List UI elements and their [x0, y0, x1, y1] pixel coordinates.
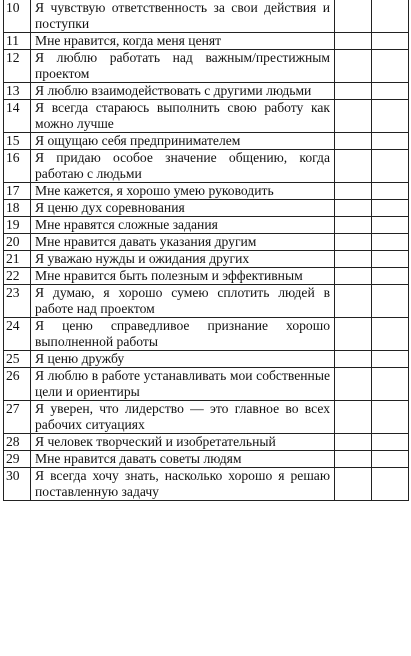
item-statement: Я человек творческий и изобретательный — [31, 434, 335, 451]
table-row — [4, 268, 409, 285]
answer-cell[interactable] — [335, 200, 372, 217]
table-row — [4, 434, 409, 451]
item-number: 26 — [4, 368, 31, 401]
item-number: 22 — [4, 268, 31, 285]
table-row — [4, 33, 409, 50]
table-row — [4, 318, 409, 351]
item-statement: Я люблю взаимодействовать с другими людьми — [31, 83, 335, 100]
item-number: 23 — [4, 285, 31, 318]
item-statement: Я чувствую ответственность за свои действия и поступки — [31, 0, 335, 33]
answer-cell[interactable] — [335, 318, 372, 351]
item-number: 30 — [4, 468, 31, 501]
questionnaire-table — [3, 0, 409, 501]
table-row — [4, 183, 409, 200]
answer-cell[interactable] — [372, 285, 409, 318]
answer-cell[interactable] — [372, 234, 409, 251]
answer-cell[interactable] — [372, 0, 409, 33]
item-statement: Я ценю дружбу — [31, 351, 335, 368]
item-number: 24 — [4, 318, 31, 351]
item-statement: Я всегда стараюсь выполнить свою работу как можно лучше — [31, 100, 335, 133]
answer-cell[interactable] — [372, 268, 409, 285]
answer-cell[interactable] — [335, 401, 372, 434]
item-number: 17 — [4, 183, 31, 200]
answer-cell[interactable] — [335, 234, 372, 251]
item-statement: Мне нравится, когда меня ценят — [31, 33, 335, 50]
answer-cell[interactable] — [372, 251, 409, 268]
item-statement: Мне нравится быть полезным и эффективным — [31, 268, 335, 285]
item-statement: Я ощущаю себя предпринимателем — [31, 133, 335, 150]
item-number: 29 — [4, 451, 31, 468]
answer-cell[interactable] — [372, 217, 409, 234]
answer-cell[interactable] — [335, 100, 372, 133]
answer-cell[interactable] — [335, 217, 372, 234]
answer-cell[interactable] — [335, 83, 372, 100]
answer-cell[interactable] — [335, 150, 372, 183]
questionnaire-body — [4, 0, 409, 501]
table-row — [4, 285, 409, 318]
questionnaire-sheet — [3, 0, 408, 501]
table-row — [4, 217, 409, 234]
answer-cell[interactable] — [372, 150, 409, 183]
answer-cell[interactable] — [372, 50, 409, 83]
answer-cell[interactable] — [372, 200, 409, 217]
table-row — [4, 251, 409, 268]
item-statement: Я всегда хочу знать, насколько хорошо я решаю поставленную задачу — [31, 468, 335, 501]
answer-cell[interactable] — [335, 50, 372, 83]
answer-cell[interactable] — [335, 351, 372, 368]
table-row — [4, 100, 409, 133]
item-number: 11 — [4, 33, 31, 50]
answer-cell[interactable] — [335, 251, 372, 268]
item-statement: Я придаю особое значение общению, когда работаю с людьми — [31, 150, 335, 183]
item-statement: Мне нравятся сложные задания — [31, 217, 335, 234]
item-statement: Я люблю работать над важным/престижным проектом — [31, 50, 335, 83]
table-row — [4, 351, 409, 368]
answer-cell[interactable] — [372, 368, 409, 401]
answer-cell[interactable] — [335, 451, 372, 468]
item-number: 20 — [4, 234, 31, 251]
answer-cell[interactable] — [335, 285, 372, 318]
table-row — [4, 234, 409, 251]
table-row — [4, 133, 409, 150]
item-number: 16 — [4, 150, 31, 183]
answer-cell[interactable] — [335, 468, 372, 501]
item-number: 25 — [4, 351, 31, 368]
item-number: 19 — [4, 217, 31, 234]
answer-cell[interactable] — [372, 401, 409, 434]
table-row — [4, 451, 409, 468]
item-number: 15 — [4, 133, 31, 150]
table-row — [4, 468, 409, 501]
answer-cell[interactable] — [335, 268, 372, 285]
answer-cell[interactable] — [335, 0, 372, 33]
item-statement: Я уверен, что лидерство — это главное во всех рабочих ситуациях — [31, 401, 335, 434]
answer-cell[interactable] — [335, 434, 372, 451]
item-statement: Я ценю справедливое признание хорошо выполненной работы — [31, 318, 335, 351]
table-row — [4, 150, 409, 183]
answer-cell[interactable] — [372, 100, 409, 133]
item-statement: Мне нравится давать советы людям — [31, 451, 335, 468]
item-number: 28 — [4, 434, 31, 451]
item-statement: Я ценю дух соревнования — [31, 200, 335, 217]
item-number: 12 — [4, 50, 31, 83]
answer-cell[interactable] — [335, 33, 372, 50]
item-statement: Я люблю в работе устанавливать мои собственные цели и ориентиры — [31, 368, 335, 401]
item-number: 21 — [4, 251, 31, 268]
item-number: 10 — [4, 0, 31, 33]
answer-cell[interactable] — [335, 133, 372, 150]
answer-cell[interactable] — [372, 133, 409, 150]
table-row — [4, 401, 409, 434]
table-row — [4, 0, 409, 33]
item-number: 18 — [4, 200, 31, 217]
answer-cell[interactable] — [372, 83, 409, 100]
table-row — [4, 50, 409, 83]
item-number: 27 — [4, 401, 31, 434]
answer-cell[interactable] — [335, 183, 372, 200]
answer-cell[interactable] — [372, 183, 409, 200]
item-statement: Мне нравится давать указания другим — [31, 234, 335, 251]
answer-cell[interactable] — [372, 351, 409, 368]
item-number: 14 — [4, 100, 31, 133]
answer-cell[interactable] — [372, 318, 409, 351]
answer-cell[interactable] — [372, 33, 409, 50]
table-row — [4, 200, 409, 217]
table-row — [4, 83, 409, 100]
item-statement: Мне кажется, я хорошо умею руководить — [31, 183, 335, 200]
answer-cell[interactable] — [335, 368, 372, 401]
item-statement: Я уважаю нужды и ожидания других — [31, 251, 335, 268]
table-row — [4, 368, 409, 401]
item-statement: Я думаю, я хорошо сумею сплотить людей в работе над проектом — [31, 285, 335, 318]
answer-cell[interactable] — [372, 451, 409, 468]
answer-cell[interactable] — [372, 468, 409, 501]
item-number: 13 — [4, 83, 31, 100]
answer-cell[interactable] — [372, 434, 409, 451]
